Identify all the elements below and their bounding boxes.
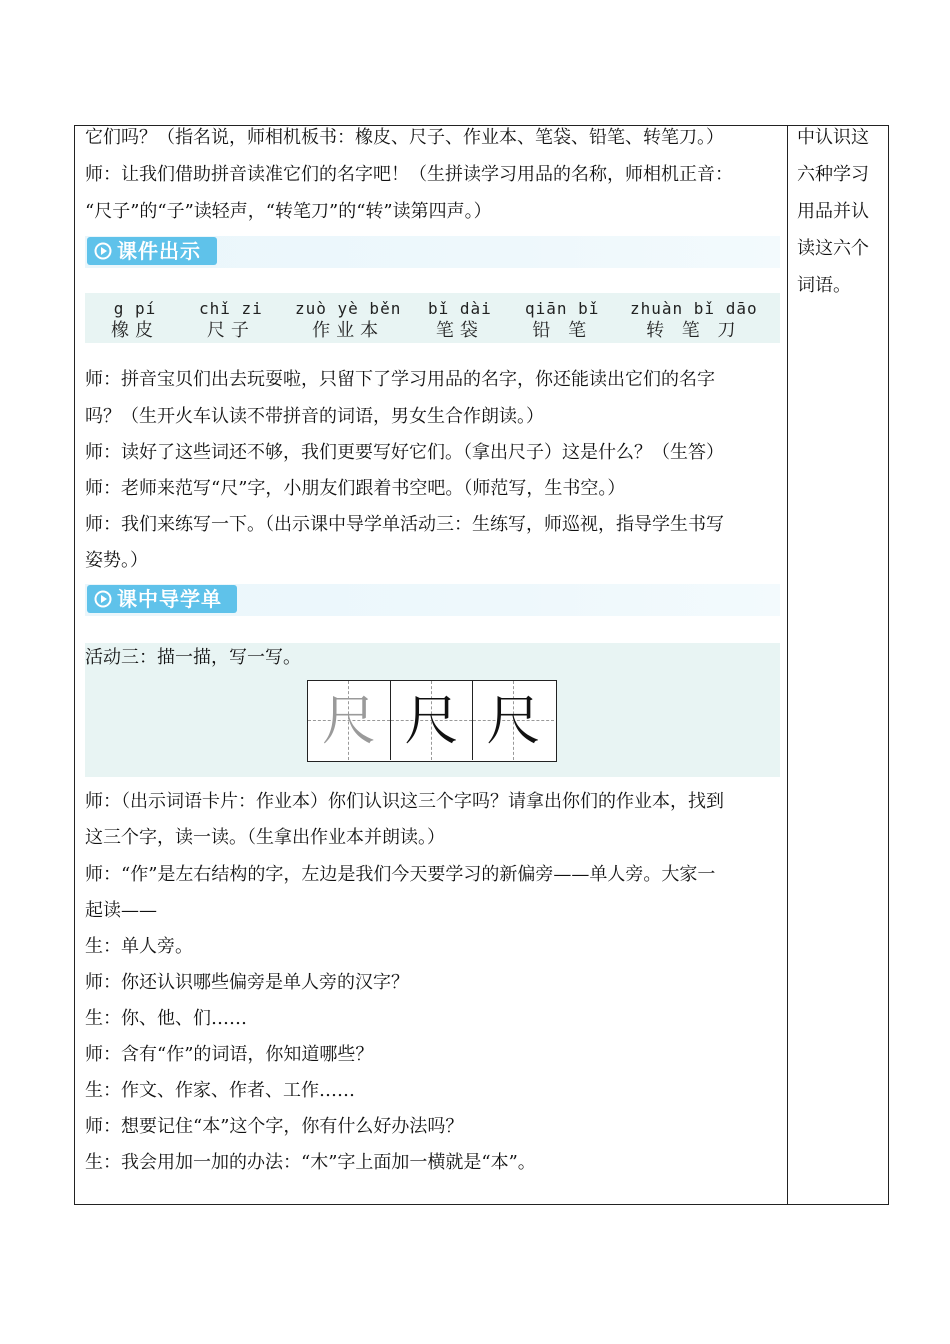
text-line: 生：作文、作家、作者、工作…… — [85, 1080, 355, 1101]
word-item — [295, 299, 401, 343]
text-line: 师：含有“作”的词语，你知道哪些？ — [85, 1044, 374, 1065]
guide-label: 课中导学单 — [117, 587, 222, 611]
word-item — [525, 299, 599, 343]
courseware-banner — [85, 236, 780, 268]
text-line: 吗？（生开火车认读不带拼音的词语，男女生合作朗读。） — [85, 406, 544, 427]
text-line: 生：我会用加一加的办法：“木”字上面加一横就是“本”。 — [85, 1152, 536, 1173]
side-note-line: 六种学习 — [797, 164, 869, 185]
text-line: 师：我们来练写一下。（出示课中导学单活动三：生练写，师巡视，指导学生书写 — [85, 514, 724, 535]
side-note-line: 读这六个 — [797, 238, 869, 259]
text-line: 师：想要记住“本”这个字，你有什么好办法吗？ — [85, 1116, 464, 1137]
side-note-line: 中认识这 — [797, 127, 869, 148]
word-pinyin: zhuàn bǐ dāo — [630, 299, 758, 318]
text-line: “尺子”的“子”读轻声，“转笔刀”的“转”读第四声。） — [85, 201, 492, 222]
text-line: 师：老师来范写“尺”字，小朋友们跟着书空吧。（师范写，生书空。） — [85, 478, 626, 499]
text-line: 生：单人旁。 — [85, 936, 193, 957]
courseware-label: 课件出示 — [117, 239, 201, 263]
word-hanzi: 橡皮 — [111, 320, 159, 341]
word-pinyin: bǐ dài — [428, 299, 492, 318]
word-hanzi: 作业本 — [312, 320, 385, 341]
activity-title: 活动三：描一描，写一写。 — [85, 647, 301, 668]
text-line: 师：读好了这些词还不够，我们更要写好它们。（拿出尺子）这是什么？（生答） — [85, 442, 724, 463]
word-hanzi: 铅 笔 — [532, 320, 593, 341]
word-item — [428, 299, 492, 343]
activity-panel — [85, 643, 780, 777]
word-hanzi: 笔袋 — [435, 320, 484, 341]
word-item — [630, 299, 758, 343]
practice-char: 尺 — [404, 689, 459, 752]
text-line: 师：你还认识哪些偏旁是单人旁的汉字？ — [85, 972, 409, 993]
word-pinyin: g pí — [113, 299, 157, 318]
word-pinyin: chǐ zi — [199, 299, 263, 318]
word-item — [199, 299, 263, 343]
word-hanzi: 转 笔 刀 — [646, 320, 742, 341]
courseware-tag — [87, 237, 217, 265]
word-pinyin: qiān bǐ — [525, 299, 600, 318]
trace-char: 尺 — [322, 689, 376, 752]
side-note-line: 用品并认 — [797, 201, 869, 222]
word-hanzi: 尺子 — [206, 320, 255, 341]
grid-cell — [308, 681, 390, 760]
guide-tag — [87, 585, 237, 613]
text-line: 起读—— — [85, 900, 157, 921]
writing-grid — [307, 680, 557, 762]
column-divider — [787, 126, 788, 1204]
grid-cell — [390, 681, 472, 760]
guide-banner — [85, 584, 780, 616]
play-icon — [94, 590, 112, 608]
word-panel — [85, 293, 780, 343]
play-icon — [94, 242, 112, 260]
text-line: 生：你、他、们…… — [85, 1008, 247, 1029]
practice-char: 尺 — [486, 689, 541, 752]
word-item — [111, 299, 159, 343]
text-line: 姿势。） — [85, 550, 148, 571]
text-line: 师：让我们借助拼音读准它们的名字吧！（生拼读学习用品的名称，师相机正音： — [85, 164, 733, 185]
text-line: 师：“作”是左右结构的字，左边是我们今天要学习的新偏旁——单人旁。大家一 — [85, 864, 716, 885]
text-line: 师：（出示词语卡片：作业本）你们认识这三个字吗？请拿出你们的作业本，找到 — [85, 791, 724, 812]
text-line: 这三个字，读一读。（生拿出作业本并朗读。） — [85, 827, 445, 848]
grid-cell — [472, 681, 554, 760]
lesson-table — [74, 125, 889, 1205]
word-pinyin: zuò yè běn — [295, 299, 402, 318]
text-line: 师：拼音宝贝们出去玩耍啦，只留下了学习用品的名字，你还能读出它们的名字 — [85, 369, 715, 390]
side-note-line: 词语。 — [797, 275, 851, 296]
text-line: 它们吗？（指名说，师相机板书：橡皮、尺子、作业本、笔袋、铅笔、转笔刀。） — [85, 127, 724, 148]
